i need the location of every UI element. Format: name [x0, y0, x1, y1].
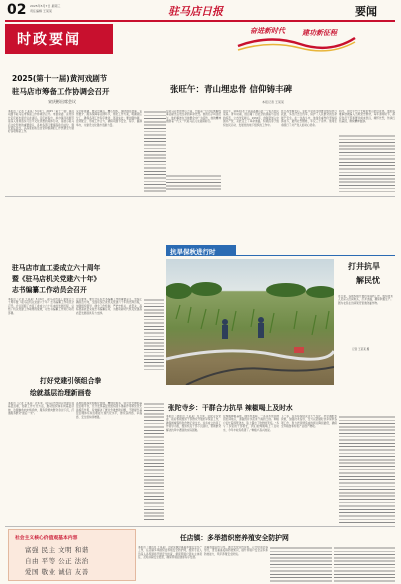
article4-body-col2: 在辣椒种植基地，抽水机轰鸣，一条条水管延伸到田间地头，清澈的井水流进干渴的土地。种植户们忙着移管浇水，脸上露出了欣慰的笑容。“多亏了乡里的干部帮忙，我们的辣椒喝上了及时水，今年丰收有希望了。”种植户高兴地说。 — [223, 415, 279, 432]
feature-body-col4: 如今，张旺午烈士长眠的青山依旧苍翠，他的英雄事迹被编入当地党史教材，每年清明时节，都有党员干部和群众前来祭扫，缅怀先烈，传承红色基因，赓续精神血脉。 — [339, 110, 395, 124]
farm-field-image — [166, 259, 334, 385]
article1-subtitle: 宋庆彬出席会议 — [48, 99, 76, 104]
article5-title: 任店镇：多举措织密养殖安全防护网 — [180, 534, 289, 542]
date-line: 2025年5月7日 星期三 — [30, 4, 61, 8]
slogan-1: 奋进新时代 — [250, 27, 285, 35]
article2-title-line3: 志书编纂工作动员会召开 — [12, 286, 87, 294]
photo-caption: 连日来，各地积极开展抗旱保秋工作，组织技术人员深入田间地头，打井浇灌，确保秋粮生产。图为农民在田间架设管道浇灌作物。 — [338, 295, 393, 305]
feature-body-col3: 抗日战争爆发后，张旺午带领当地群众组织抗日武装，多次打击日伪军，保护了人民群众的生命财产安全。在一次战斗中，他身负重伤仍坚持指挥战斗，最终壮烈牺牲，年仅三十余岁。他用生命践行了共产党人的初心使命。 — [281, 110, 337, 127]
article2-title-line2: 暨《驻马店机关党建六十年》 — [12, 275, 101, 283]
feature-body-col1-lower — [166, 174, 221, 192]
core-values-row2: 自由 平等 公正 法治 — [25, 557, 89, 565]
article1-title-line1: 2025(第十一届)黄河戏剧节 — [12, 74, 108, 83]
banner — [5, 24, 395, 62]
feature-body-col2: 张旺午，1912年生于河南省确山县一个贫苦农民家庭。青年时期，他目睹了旧社会的黑暗与百姓的疾苦，立志改变命运。1932年，他秘密加入中国共产党，从此走上了革命道路，积极投身于组织农民运动、发展党的地下组织的工作中。 — [223, 110, 279, 127]
page-number: 02 — [7, 2, 27, 18]
photo-section-tag: 抗旱保秋进行时 — [170, 247, 216, 256]
feature-title: 张旺午：青山埋忠骨 信仰铸丰碑 — [170, 85, 292, 95]
editor-line: 责任编辑 王某某 — [30, 9, 52, 13]
article1-body-col1: 本报讯（记者 王某某）5月6日，2025（第十一届）黄河戏剧节驻马店市筹备工作协调会召开。市委常委、宣传部长宋庆彬出席会议并讲话。宋庆彬指出，举办黄河戏剧节是深入贯彻落实习近平文化思想的具体行动，是展示驻马店文化形象的重要窗口，各地各部门要提高政治站位，强化责任担当，以高度的政治自觉和饱满的工作热情全力做好各项筹备工作。 — [8, 110, 74, 134]
article1-body-col2: 宋庆彬强调，要突出重点、精心组织，围绕剧目展演、宣传推介、服务保障等关键环节，细化工作方案，明确责任分工，确保各项工作有序推进、落到实处；要加强协调、密切配合，形成工作合力，确保戏剧节安全、有序、圆满举办，为建设文化强市贡献力量。 — [76, 110, 142, 127]
article3-body-col2: 各地积极探索网格化管理、精细化服务、信息化支撑的基层治理平台，充分发挥基层党组织战斗堡垒作用和党员先锋模范作用，有效解决了群众急难愁盼问题，不断提升基层治理体系和治理能力现代化水平，群众获得感、幸福感、安全感持续增强。 — [76, 402, 142, 419]
article4-body-col1: 本报讯（通讯员 王某某）连日来，张陀寺乡党委、政府积极组织干部群众开展抗旱保苗工作，确保辣椒等特色作物正常生长。该乡成立抗旱工作领导小组，组织机关干部下沉到村，帮助群众解决抗旱中遇到的实际困难。 — [166, 415, 221, 432]
feature-body-col1: 在驻马店市的青山之间，长眠着一位为民族解放事业献出宝贵生命的革命先烈。他的名字叫张旺午，他的事迹在当地群众中广为流传，他的精神激励着一代又一代驻马店儿女砥砺前行。 — [166, 110, 221, 124]
core-values-row3: 爱国 敬业 诚信 友善 — [25, 568, 89, 576]
article1-title-line2: 驻马店市筹备工作协调会召开 — [12, 87, 110, 96]
core-values-row1: 富强 民主 文明 和谐 — [25, 546, 89, 554]
article3-body-col1: 本报讯（记者 王某某）近年来，驻马店市坚持以党建引领基层治理，创新工作方式方法，推动组织体系向基层延伸，治理触角向末梢延伸，服务资源向群众身边下沉，打通服务群众“最后一米”。 — [8, 402, 74, 416]
section-label: 要闻 — [355, 5, 377, 18]
article5-body-col2: 该镇加强宣传引导，通过发放宣传资料、召开培训会等形式，普及畜禽疫病防控知识，提升养殖户安全意识和防控能力，筑牢养殖安全防线。 — [204, 546, 268, 556]
article4-body-col3: 下一步，该乡将持续关注天气变化，科学调配水资源，加强技术指导，全力以赴做好抗旱保秋各项工作，努力把旱情造成的损失降到最低，确保全年粮食和特色产业稳产增收。 — [281, 415, 337, 429]
photo-credit: 记者 王某某 摄 — [352, 348, 370, 351]
header-rule — [5, 20, 395, 22]
article4-title: 张陀寺乡：干群合力抗旱 辣椒喝上及时水 — [168, 404, 293, 412]
article5-body-col3 — [270, 546, 332, 582]
article3-title-line1: 打好党建引领组合拳 — [40, 377, 102, 385]
article2-body-col2: 会议要求，要充分认识志书编纂工作的重要意义，坚持正确政治方向，全面系统记录机关党建六十年的光辉历程，加强组织领导，健全工作机制，严把史料关、质量关，高标准高质量完成志书编纂任务，为推动新时代机关党建高质量发展提供有力支撑。 — [76, 298, 142, 315]
photo-headline-line1: 打井抗旱 — [348, 262, 380, 271]
slogan-2: 建功新征程 — [302, 29, 337, 37]
article1-body-col3 — [144, 110, 166, 192]
feature-byline: 本报记者 王某某 — [262, 100, 284, 104]
article3-title-line2: 绘就基层治理新画卷 — [30, 389, 92, 397]
core-values-title: 社会主义核心价值观基本内容 — [15, 536, 78, 541]
column-title: 时政要闻 — [17, 32, 81, 48]
divider — [5, 196, 395, 197]
slogan-art — [230, 24, 360, 56]
photo-headline-line2: 解民忧 — [356, 276, 380, 285]
feature-body-col4-cont — [339, 134, 395, 192]
tag-rule — [236, 255, 395, 256]
core-values-box — [8, 529, 136, 581]
article2-title-line1: 驻马店市直工委成立六十周年 — [12, 264, 101, 272]
article3-body-col3 — [144, 402, 164, 522]
article4-body-col4 — [339, 415, 395, 525]
divider-bottom — [5, 526, 395, 527]
farm-photo — [166, 259, 334, 385]
article5-body-col1: 本报讯（通讯员 王某某）为切实做好畜禽养殖安全生产工作，任店镇多举措织密养殖安全防护网，组织专业人员深入各养殖场开展安全检查，督促养殖户落实主体责任，及时消除安全隐患，确保养殖业健康有序发展。 — [138, 546, 202, 560]
article2-body-col1: 本报讯（记者 王某某）5月6日，驻马店市直工委成立六十周年暨《驻马店机关党建六十年》志书编纂工作动员会召开。会议回顾了市直工委成立六十年来的发展历程，总结了机关党建工作取得的成效，对志书编纂工作进行动员部署。 — [8, 298, 74, 315]
article5-body-col4 — [334, 546, 395, 582]
article2-body-col3 — [144, 298, 164, 370]
masthead: 驻马店日报 — [168, 5, 223, 18]
